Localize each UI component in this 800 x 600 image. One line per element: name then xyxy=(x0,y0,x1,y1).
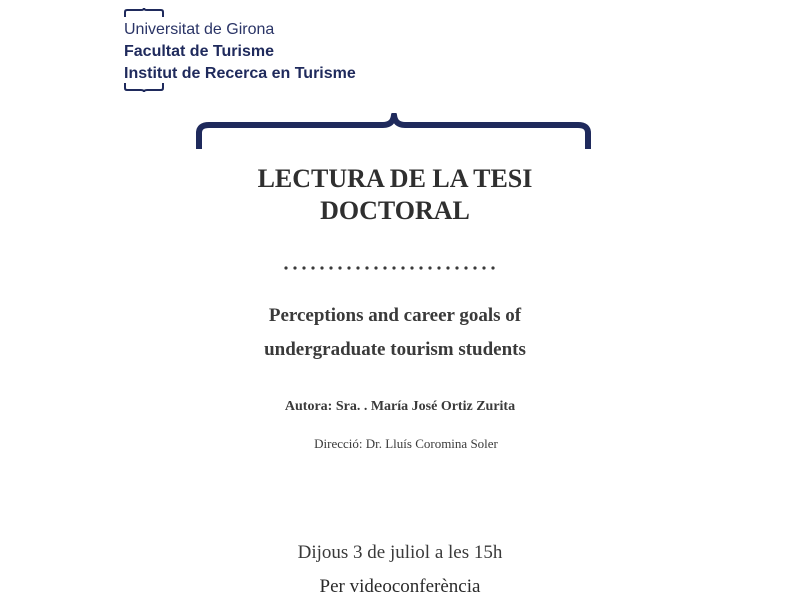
director-line: Direcció: Dr. Lluís Coromina Soler xyxy=(314,436,498,451)
logo-bottom-bracket xyxy=(124,82,164,92)
university-name: Universitat de Girona xyxy=(124,21,275,38)
logo-top-bracket xyxy=(124,8,164,18)
event-date: Dijous 3 de juliol a les 15h xyxy=(297,542,503,563)
university-logo xyxy=(124,8,404,98)
thesis-title-line-1: Perceptions and career goals of xyxy=(268,305,522,326)
dotted-separator xyxy=(283,262,501,272)
event-mode: Per videoconferència xyxy=(319,576,481,597)
decorative-brace xyxy=(195,113,592,151)
author-line: Autora: Sra. . María José Ortiz Zurita xyxy=(284,399,516,414)
faculty-name: Facultat de Turisme xyxy=(124,43,274,60)
event-title-line-2: DOCTORAL xyxy=(320,196,470,225)
thesis-title-line-2: undergraduate tourism students xyxy=(264,339,526,360)
event-title-line-1: LECTURA DE LA TESI xyxy=(257,164,533,193)
institute-name: Institut de Recerca en Turisme xyxy=(124,65,356,82)
